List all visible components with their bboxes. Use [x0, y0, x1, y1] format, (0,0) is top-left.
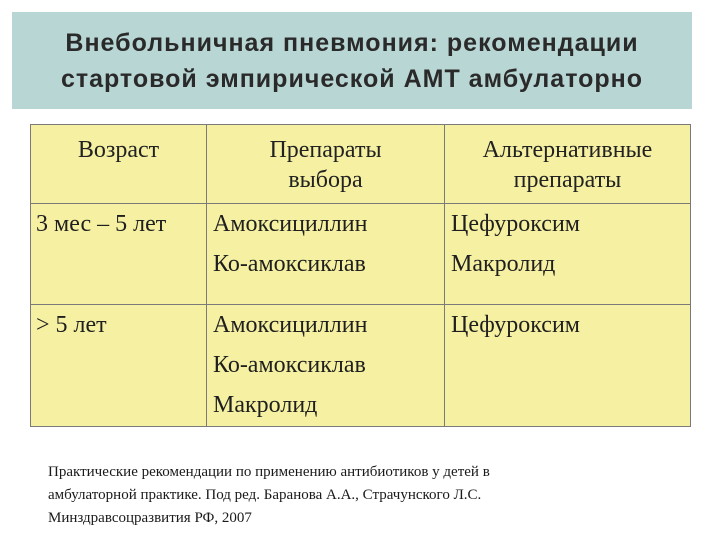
title-line-1: Внебольничная пневмония: рекомендации — [65, 28, 639, 57]
row-1-alternative — [445, 204, 691, 305]
table-row — [31, 305, 691, 427]
row-1-preferred-drug-1: Амоксициллин — [213, 211, 368, 237]
row-1-age — [31, 204, 207, 305]
header-alternative-line-2: препараты — [513, 167, 622, 193]
header-alternative — [445, 125, 691, 204]
table-row — [31, 204, 691, 305]
row-1-alternative-drug-2: Макролид — [451, 251, 556, 277]
recommendations-table — [30, 124, 691, 427]
header-preferred — [207, 125, 445, 204]
row-1-preferred-drug-2: Ко-амоксиклав — [213, 251, 366, 277]
row-2-alternative — [445, 305, 691, 427]
citation — [48, 461, 688, 530]
row-2-age — [31, 305, 207, 427]
header-age-line-1: Возраст — [77, 137, 160, 163]
row-2-preferred-drug-1: Амоксициллин — [213, 312, 368, 338]
row-2-alternative-drug-1: Цефуроксим — [451, 312, 580, 338]
citation-line-1: Практические рекомендации по применению антибиотиков у детей в — [48, 464, 490, 480]
header-alternative-line-1: Альтернативные — [482, 137, 653, 163]
row-2-preferred-drug-3: Макролид — [213, 392, 318, 418]
title-banner — [12, 12, 692, 109]
row-1-alternative-drug-1: Цефуроксим — [451, 211, 580, 237]
table-header-row — [31, 125, 691, 204]
header-preferred-line-2: выбора — [288, 167, 363, 193]
row-2-preferred — [207, 305, 445, 427]
row-2-age-text: > 5 лет — [36, 312, 107, 338]
citation-line-2: амбулаторной практике. Под ред. Баранова А.А., Страчунского Л.С. — [48, 487, 482, 503]
header-age — [31, 125, 207, 204]
citation-line-3: Минздравсоцразвития РФ, 2007 — [48, 510, 252, 526]
row-2-preferred-drug-2: Ко-амоксиклав — [213, 352, 366, 378]
header-preferred-line-1: Препараты — [269, 137, 382, 163]
row-1-preferred — [207, 204, 445, 305]
row-1-age-text: 3 мес – 5 лет — [36, 211, 167, 237]
title-line-2: стартовой эмпирической АМТ амбулаторно — [60, 64, 644, 93]
